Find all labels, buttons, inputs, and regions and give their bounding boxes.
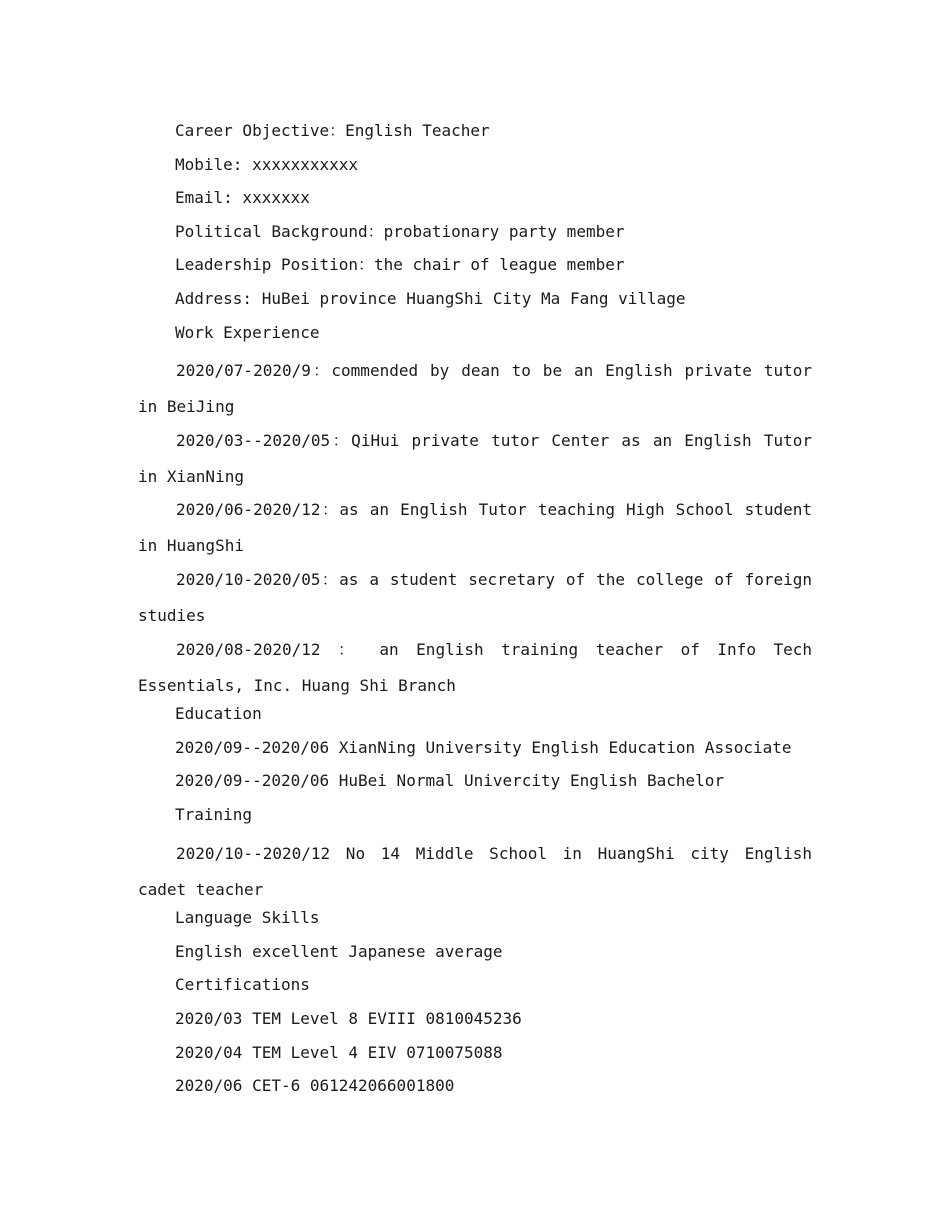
language-skills-text: English excellent Japanese average — [175, 941, 503, 961]
education-heading: Education — [175, 704, 262, 724]
work-item: 2020/07-2020/9：commended by dean to be an English private tutor in BeiJing — [138, 361, 812, 417]
address: Address: HuBei province HuangShi City Ma Fang village — [175, 288, 686, 308]
work-experience-heading: Work Experience — [175, 322, 320, 342]
resume-document — [138, 118, 812, 1107]
training-heading: Training — [175, 804, 253, 824]
language-skills-heading: Language Skills — [175, 908, 320, 928]
certification-item: 2020/03 TEM Level 8 EVIII 0810045236 — [175, 1008, 522, 1028]
education-item: 2020/09--2020/06 XianNing University English Education Associate — [175, 737, 792, 757]
certification-item: 2020/04 TEM Level 4 EIV 0710075088 — [175, 1042, 503, 1062]
career-objective: Career Objective：English Teacher — [175, 121, 490, 140]
certification-item: 2020/06 CET-6 061242066001800 — [175, 1076, 455, 1096]
email: Email: xxxxxxx — [175, 188, 310, 208]
mobile: Mobile: xxxxxxxxxxx — [175, 154, 359, 174]
work-item: 2020/10-2020/05：as a student secretary of the college of foreign studies — [138, 569, 812, 625]
political-background: Political Background：probationary party member — [175, 221, 625, 241]
certifications-heading: Certifications — [175, 975, 310, 995]
leadership-position: Leadership Position：the chair of league member — [175, 255, 625, 275]
education-item: 2020/09--2020/06 HuBei Normal Univercity English Bachelor — [175, 771, 725, 791]
work-item: 2020/08-2020/12 ： an English training teacher of Info Tech Essentials, Inc. Huang Shi Branch — [138, 639, 812, 695]
work-item: 2020/06-2020/12：as an English Tutor teaching High School student in HuangShi — [138, 500, 812, 556]
work-item: 2020/03--2020/05：QiHui private tutor Center as an English Tutor in XianNing — [138, 430, 812, 486]
training-item: 2020/10--2020/12 No 14 Middle School in HuangShi city English cadet teacher — [138, 843, 812, 899]
